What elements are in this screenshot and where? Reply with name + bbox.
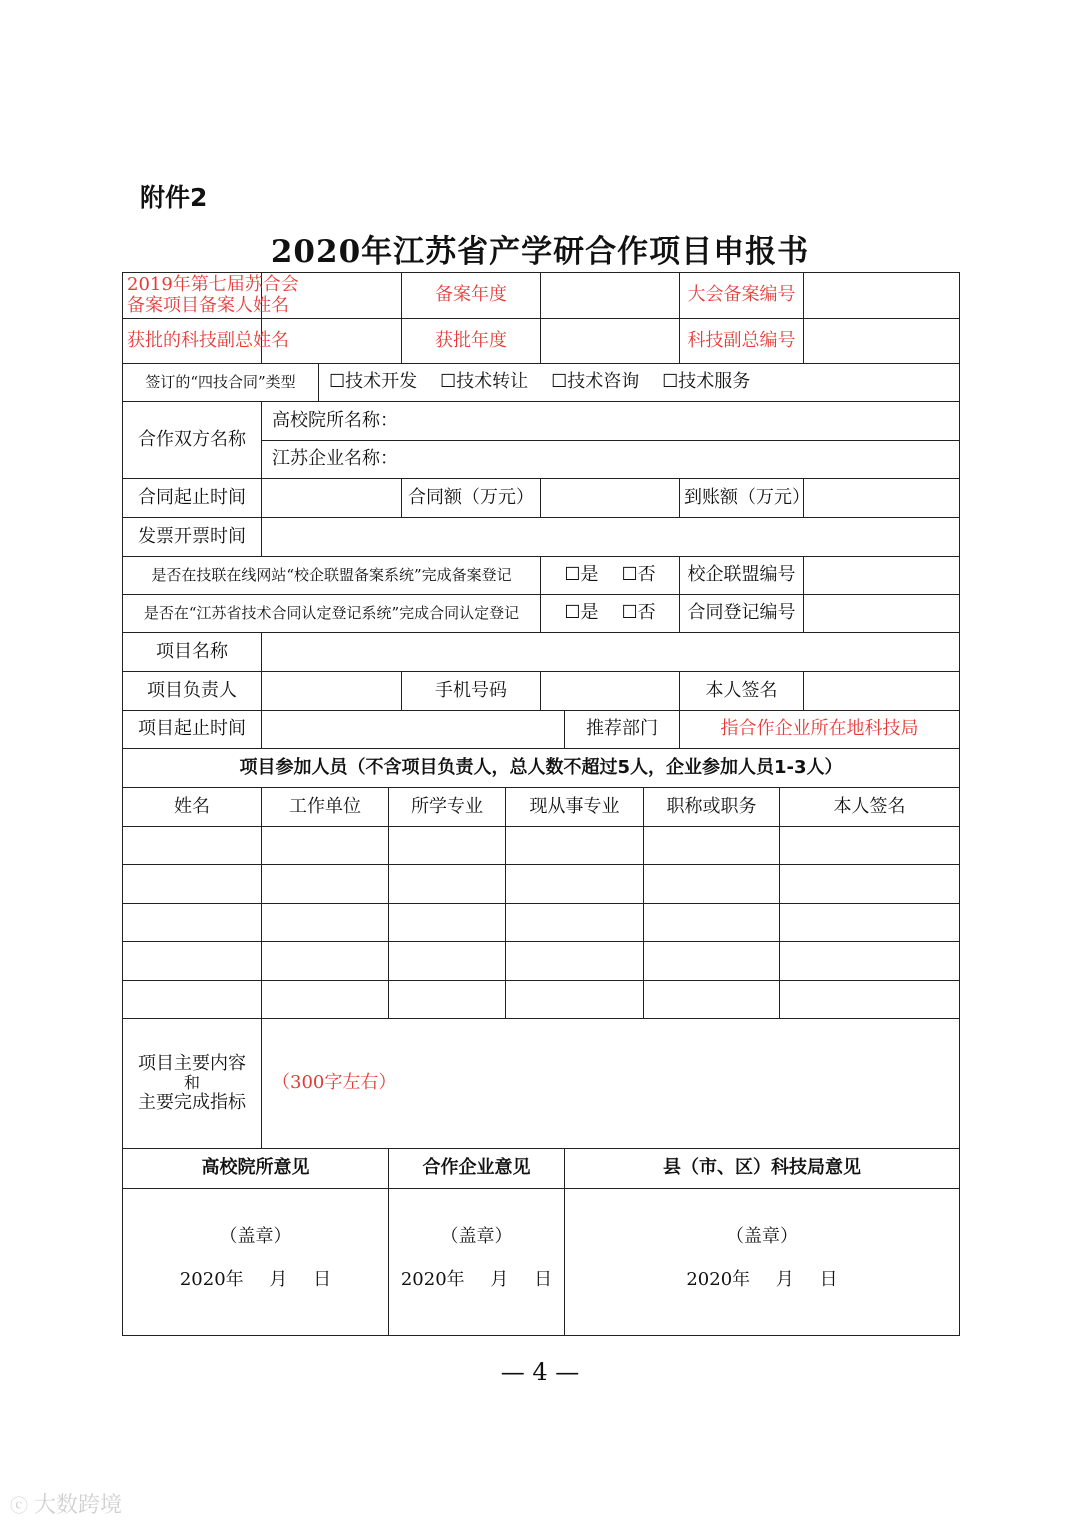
contract-yes-checkbox[interactable]: ☐是 — [564, 602, 599, 624]
phone-field[interactable] — [541, 672, 680, 711]
participant-cell[interactable] — [389, 865, 506, 904]
table-row — [123, 942, 960, 981]
alliance-registration-label: 是否在技联在线网站“校企联盟备案系统”完成备案登记 — [123, 557, 541, 595]
alliance-yes-checkbox[interactable]: ☐是 — [564, 564, 599, 586]
contract-registration-label: 是否在“江苏省技术合同认定登记系统”完成合同认定登记 — [123, 595, 541, 633]
university-opinion-field[interactable] — [123, 1189, 389, 1336]
project-period-field[interactable] — [262, 711, 565, 749]
col-major: 所学专业 — [389, 788, 506, 827]
alliance-no-checkbox[interactable]: ☐否 — [621, 564, 656, 586]
participant-cell[interactable] — [262, 827, 389, 865]
table-row — [123, 904, 960, 942]
conference-filing-no-field[interactable] — [804, 273, 960, 319]
watermark-logo-icon: ⓒ — [10, 1496, 28, 1517]
tech-vp-no-label: 科技副总编号 — [680, 319, 804, 364]
participant-cell[interactable] — [644, 981, 780, 1019]
participant-cell[interactable] — [780, 827, 960, 865]
date-line: 2020年 月 日 — [179, 1268, 332, 1290]
contract-type-options — [319, 364, 960, 402]
invoice-date-label: 发票开票时间 — [123, 518, 262, 557]
contract-type-label: 签订的“四技合同”类型 — [123, 364, 319, 402]
option-tech-consulting[interactable]: ☐技术咨询 — [551, 371, 640, 393]
approval-year-label: 获批年度 — [402, 319, 541, 364]
tech-vp-name-label: 获批的科技副总姓名 — [123, 319, 262, 364]
participant-cell[interactable] — [506, 827, 644, 865]
participant-cell[interactable] — [262, 981, 389, 1019]
col-current-field: 现从事专业 — [506, 788, 644, 827]
page-number: — 4 — — [500, 1358, 580, 1386]
col-name: 姓名 — [123, 788, 262, 827]
participant-cell[interactable] — [123, 981, 262, 1019]
date-line: 2020年 月 日 — [686, 1268, 838, 1290]
tech-vp-no-field[interactable] — [804, 319, 960, 364]
option-tech-transfer[interactable]: ☐技术转让 — [440, 371, 529, 393]
contract-period-field[interactable] — [262, 479, 402, 518]
table-row — [123, 981, 960, 1019]
parties-label: 合作双方名称 — [123, 402, 262, 479]
watermark: ⓒ 大数跨境 — [10, 1493, 123, 1518]
received-amount-field[interactable] — [804, 479, 960, 518]
participant-cell[interactable] — [644, 827, 780, 865]
contract-registration-choice — [541, 595, 680, 633]
project-period-label: 项目起止时间 — [123, 711, 262, 749]
participant-cell[interactable] — [389, 827, 506, 865]
contract-no-checkbox[interactable]: ☐否 — [621, 602, 656, 624]
participant-cell[interactable] — [262, 865, 389, 904]
alliance-registration-choice — [541, 557, 680, 595]
participant-cell[interactable] — [389, 942, 506, 981]
leader-signature-field[interactable] — [804, 672, 960, 711]
contract-amount-field[interactable] — [541, 479, 680, 518]
stamp-label: （盖章） — [440, 1226, 513, 1247]
contract-amount-label: 合同额（万元） — [402, 479, 541, 518]
participant-cell[interactable] — [389, 904, 506, 942]
recommending-dept-value: 指合作企业所在地科技局 — [680, 711, 960, 749]
participant-cell[interactable] — [644, 942, 780, 981]
university-opinion-header: 高校院所意见 — [123, 1149, 389, 1189]
project-content-label: 项目主要内容 和 主要完成指标 — [123, 1019, 262, 1149]
contract-period-label: 合同起止时间 — [123, 479, 262, 518]
participant-cell[interactable] — [506, 865, 644, 904]
approval-year-field[interactable] — [541, 319, 680, 364]
table-row — [123, 865, 960, 904]
table-row — [123, 827, 960, 865]
participant-cell[interactable] — [780, 942, 960, 981]
project-name-label: 项目名称 — [123, 633, 262, 672]
filing-year-field[interactable] — [541, 273, 680, 319]
stamp-label: （盖章） — [219, 1226, 292, 1247]
col-employer: 工作单位 — [262, 788, 389, 827]
bureau-opinion-field[interactable] — [565, 1189, 960, 1336]
project-name-field[interactable] — [262, 633, 960, 672]
project-leader-field[interactable] — [262, 672, 402, 711]
participant-cell[interactable] — [780, 904, 960, 942]
date-line: 2020年 月 日 — [400, 1268, 553, 1290]
project-content-field[interactable] — [262, 1019, 960, 1149]
participant-cell[interactable] — [506, 942, 644, 981]
option-tech-service[interactable]: ☐技术服务 — [662, 371, 751, 393]
application-form — [122, 272, 960, 1336]
alliance-no-label: 校企联盟编号 — [680, 557, 804, 595]
col-title: 职称或职务 — [644, 788, 780, 827]
participant-cell[interactable] — [506, 981, 644, 1019]
received-amount-label: 到账额（万元） — [680, 479, 804, 518]
filer-name-label: 2019年第七届苏合会 备案项目备案人姓名 — [123, 273, 262, 319]
phone-label: 手机号码 — [402, 672, 541, 711]
stamp-label: （盖章） — [726, 1226, 798, 1247]
participants-heading: 项目参加人员（不含项目负责人，总人数不超过5人，企业参加人员1-3人） — [123, 749, 960, 788]
col-signature: 本人签名 — [780, 788, 960, 827]
contract-registration-no-label: 合同登记编号 — [680, 595, 804, 633]
university-name-field[interactable]: 高校院所名称： — [262, 402, 960, 441]
participant-cell[interactable] — [389, 981, 506, 1019]
participant-cell[interactable] — [262, 942, 389, 981]
word-count-hint: （300字左右） — [272, 1072, 397, 1094]
participant-cell[interactable] — [506, 904, 644, 942]
filing-year-label: 备案年度 — [402, 273, 541, 319]
participant-cell[interactable] — [780, 865, 960, 904]
attachment-label: 附件2 — [140, 183, 208, 212]
participant-cell[interactable] — [262, 904, 389, 942]
invoice-date-field[interactable] — [262, 518, 960, 557]
contract-registration-no-field[interactable] — [804, 595, 960, 633]
participant-cell[interactable] — [644, 865, 780, 904]
participant-cell[interactable] — [644, 904, 780, 942]
participant-cell[interactable] — [123, 904, 262, 942]
company-opinion-field[interactable] — [389, 1189, 565, 1336]
company-name-field[interactable]: 江苏企业名称： — [262, 441, 960, 479]
option-tech-development[interactable]: ☐技术开发 — [329, 371, 418, 393]
participant-cell[interactable] — [123, 865, 262, 904]
leader-signature-label: 本人签名 — [680, 672, 804, 711]
document-title: 2020年江苏省产学研合作项目申报书 — [270, 234, 810, 270]
alliance-no-field[interactable] — [804, 557, 960, 595]
participant-cell[interactable] — [123, 942, 262, 981]
participant-cell[interactable] — [123, 827, 262, 865]
conference-filing-no-label: 大会备案编号 — [680, 273, 804, 319]
participant-cell[interactable] — [780, 981, 960, 1019]
recommending-dept-label: 推荐部门 — [565, 711, 680, 749]
bureau-opinion-header: 县（市、区）科技局意见 — [565, 1149, 960, 1189]
company-opinion-header: 合作企业意见 — [389, 1149, 565, 1189]
project-leader-label: 项目负责人 — [123, 672, 262, 711]
